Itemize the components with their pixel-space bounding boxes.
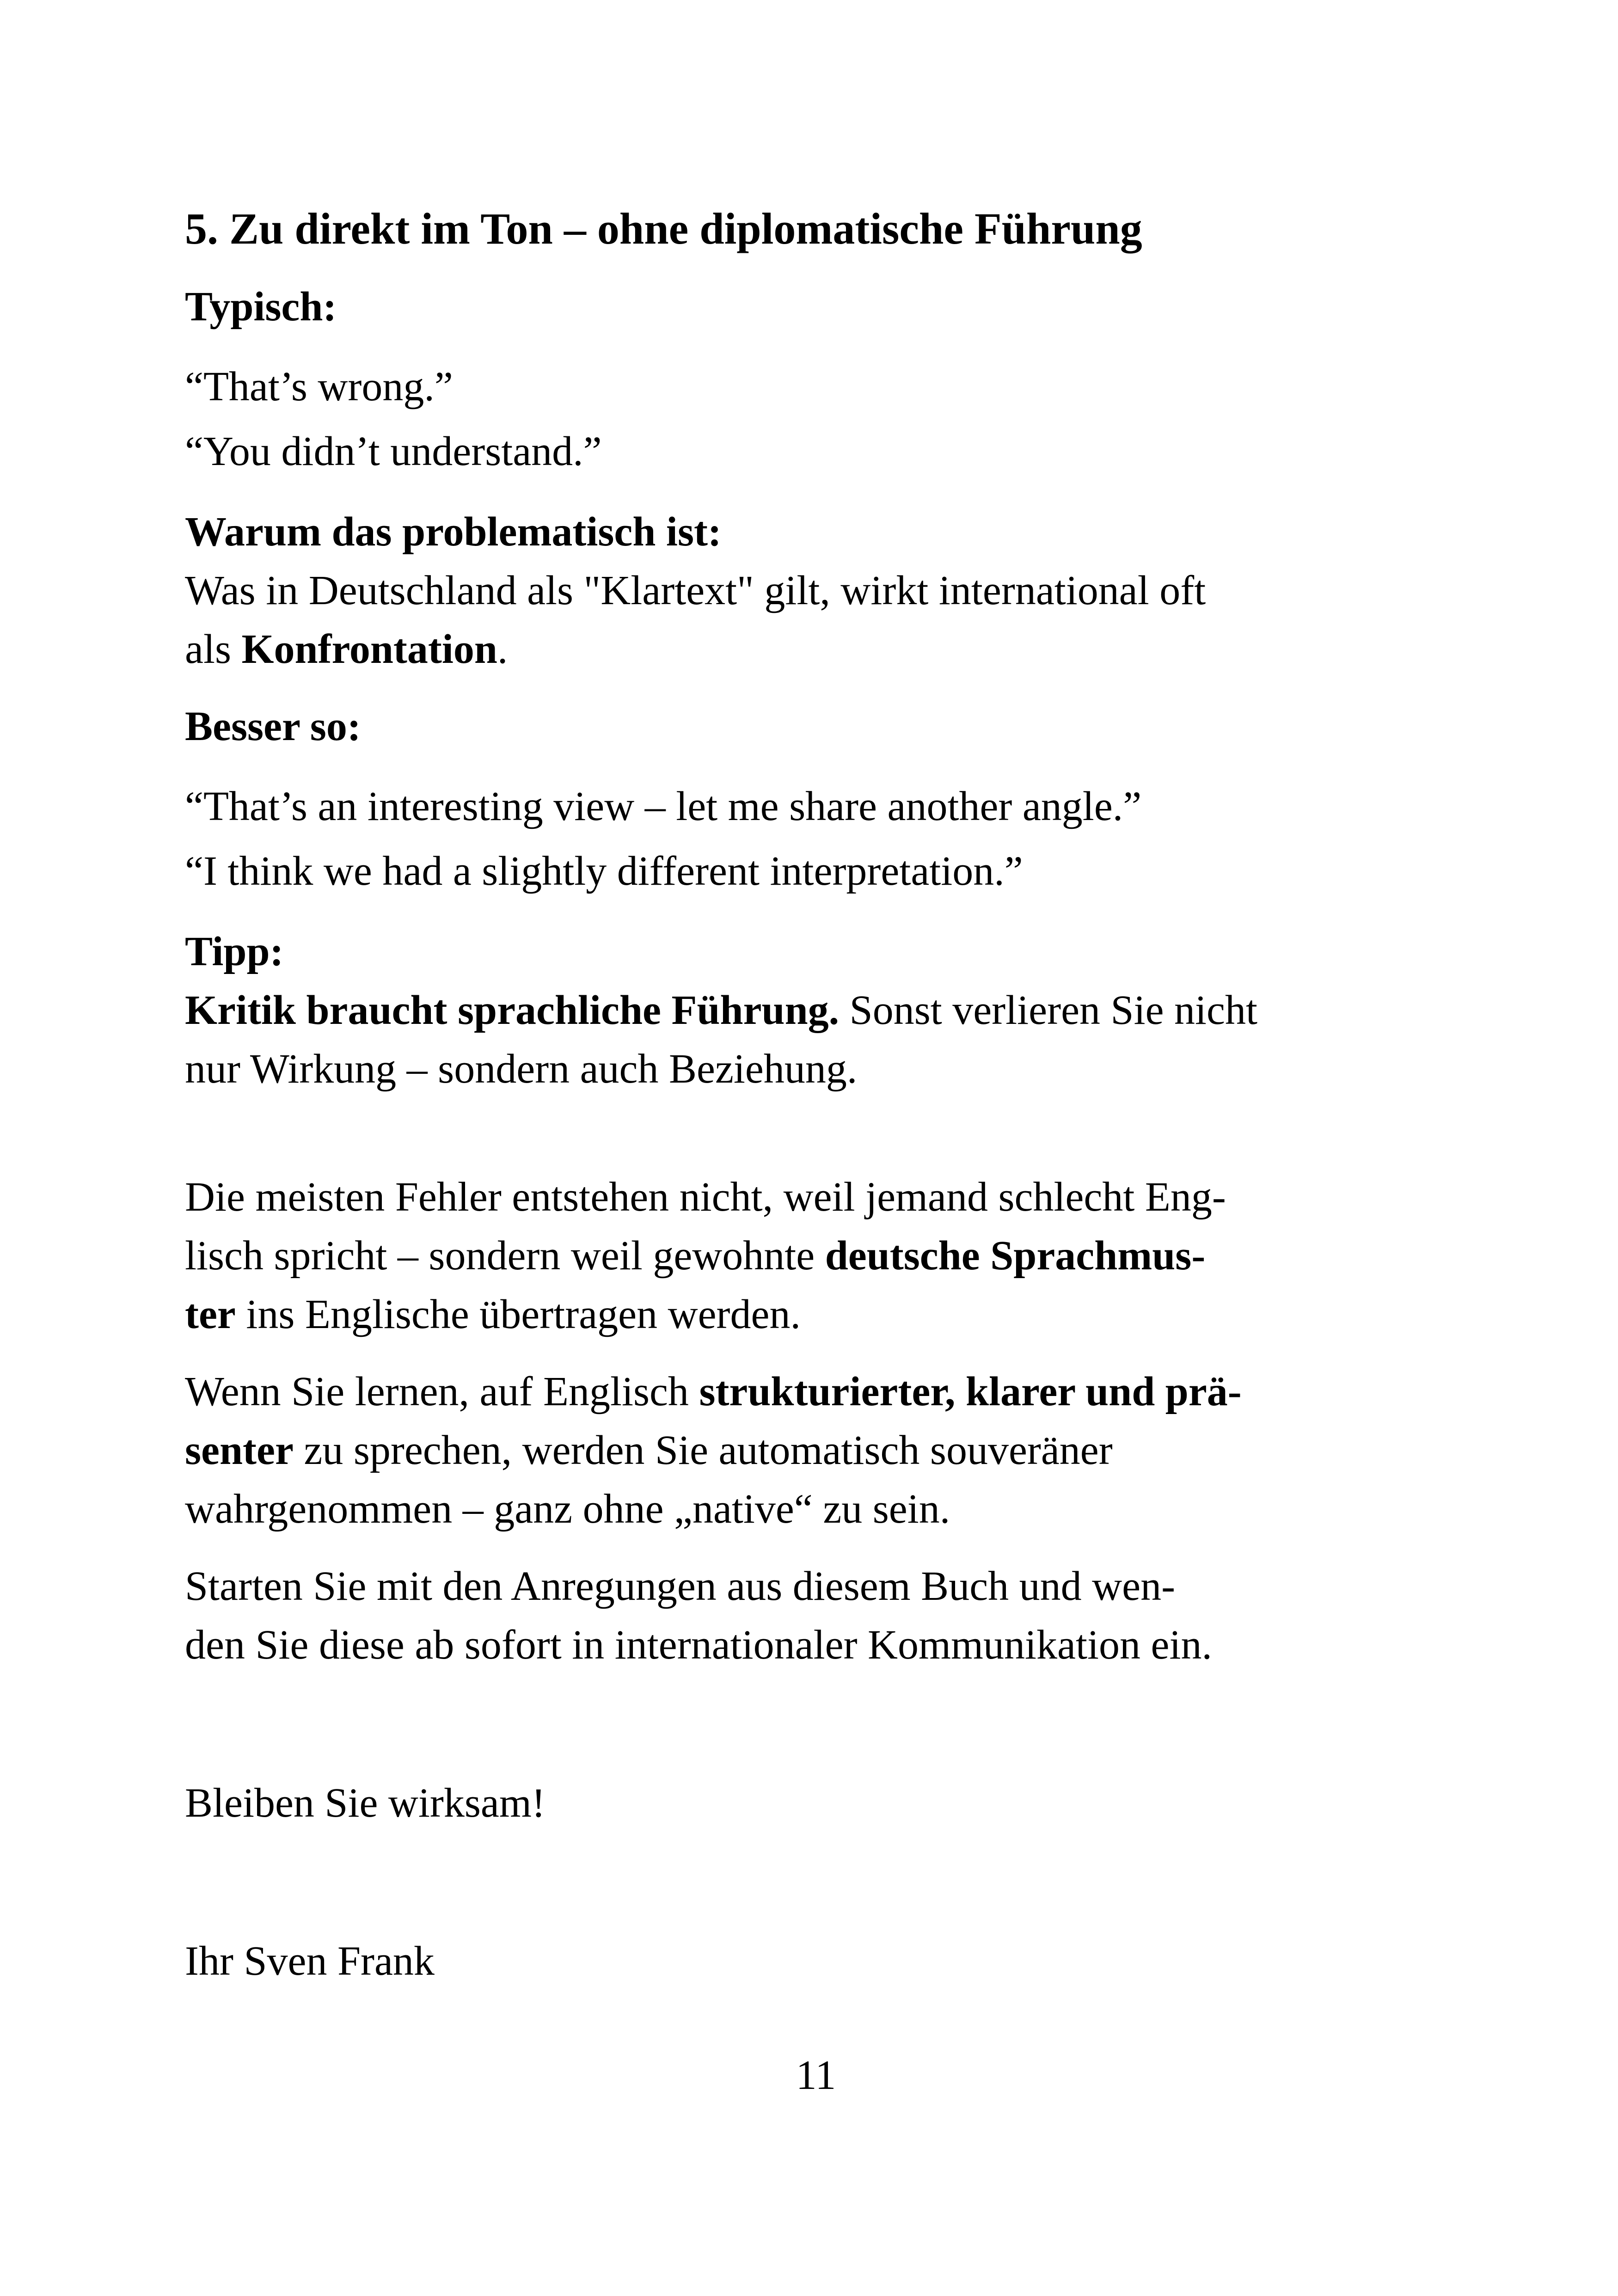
chapter-heading: 5. Zu direkt im Ton – ohne diplomatische Führung — [185, 204, 1142, 253]
starten-line-2: den Sie diese ab sofort in internationaler Kommunikation ein. — [185, 1622, 1212, 1668]
lernen-line-3: wahrgenommen – ganz ohne „native“ zu sein. — [185, 1486, 950, 1532]
starten-line-1: Starten Sie mit den Anregungen aus diesem Buch und wen- — [185, 1563, 1176, 1609]
lernen-line-1 — [185, 1369, 1242, 1414]
besser-section-label — [185, 697, 1447, 756]
tipp-line-1 — [185, 987, 1257, 1033]
tipp-line-1-rest: Sonst verlieren Sie nicht — [839, 987, 1257, 1033]
quote-interesting-view: “That’s an interesting view – let me share another angle.” — [185, 784, 1142, 829]
typisch-section-label — [185, 277, 1447, 336]
besser-label: Besser so: — [185, 704, 361, 749]
strukturierter-bold-part1: strukturierter, klarer und prä- — [699, 1369, 1242, 1414]
quote-thats-wrong: “That’s wrong.” — [185, 364, 453, 410]
signature-line — [185, 1932, 1447, 1990]
warum-line-2 — [185, 626, 508, 672]
fehler-line-3-rest: ins Englische übertragen werden. — [235, 1292, 801, 1337]
signature-text: Ihr Sven Frank — [185, 1938, 435, 1984]
typical-quotes-block — [185, 355, 1447, 484]
quote-didnt-understand: “You didn’t understand.” — [185, 429, 602, 474]
page-number: 11 — [796, 2052, 836, 2098]
konfrontation-bold-word: Konfrontation — [241, 626, 497, 672]
paragraph-lernen — [185, 1362, 1447, 1538]
tipp-line-2: nur Wirkung – sondern auch Beziehung. — [185, 1046, 858, 1092]
lernen-line-1-text: Wenn Sie lernen, auf Englisch — [185, 1369, 699, 1414]
fehler-line-1: Die meisten Fehler entstehen nicht, weil jemand schlecht Eng- — [185, 1174, 1226, 1220]
fehler-line-2-text: lisch spricht – sondern weil gewohnte — [185, 1233, 825, 1279]
paragraph-fehler — [185, 1168, 1447, 1344]
typisch-label: Typisch: — [185, 284, 337, 330]
sprachmuster-bold-part1: deutsche Sprachmus- — [825, 1233, 1206, 1279]
warum-line-1: Was in Deutschland als "Klartext" gilt, wirkt international oft — [185, 568, 1206, 613]
tipp-title: Tipp: — [185, 929, 284, 974]
quote-different-interpretation: “I think we had a slightly different interpretation.” — [185, 848, 1023, 894]
kritik-bold-phrase: Kritik braucht sprachliche Führung. — [185, 987, 840, 1033]
warum-line-2-text: als — [185, 626, 242, 672]
strukturierter-bold-part2: senter — [185, 1427, 294, 1473]
closing-text: Bleiben Sie wirksam! — [185, 1780, 545, 1826]
warum-title: Warum das problematisch ist: — [185, 509, 722, 555]
closing-line — [185, 1774, 1447, 1832]
lernen-line-2-rest: zu sprechen, werden Sie automatisch souveräner — [293, 1427, 1113, 1473]
warum-problematisch-block — [185, 502, 1447, 679]
fehler-line-2 — [185, 1233, 1205, 1279]
tipp-block — [185, 922, 1447, 1098]
paragraph-starten — [185, 1557, 1447, 1674]
lernen-line-2 — [185, 1427, 1113, 1473]
warum-line-2-period: . — [497, 626, 508, 672]
better-quotes-block — [185, 774, 1447, 904]
fehler-line-3 — [185, 1292, 801, 1337]
sprachmuster-bold-part2: ter — [185, 1292, 236, 1337]
